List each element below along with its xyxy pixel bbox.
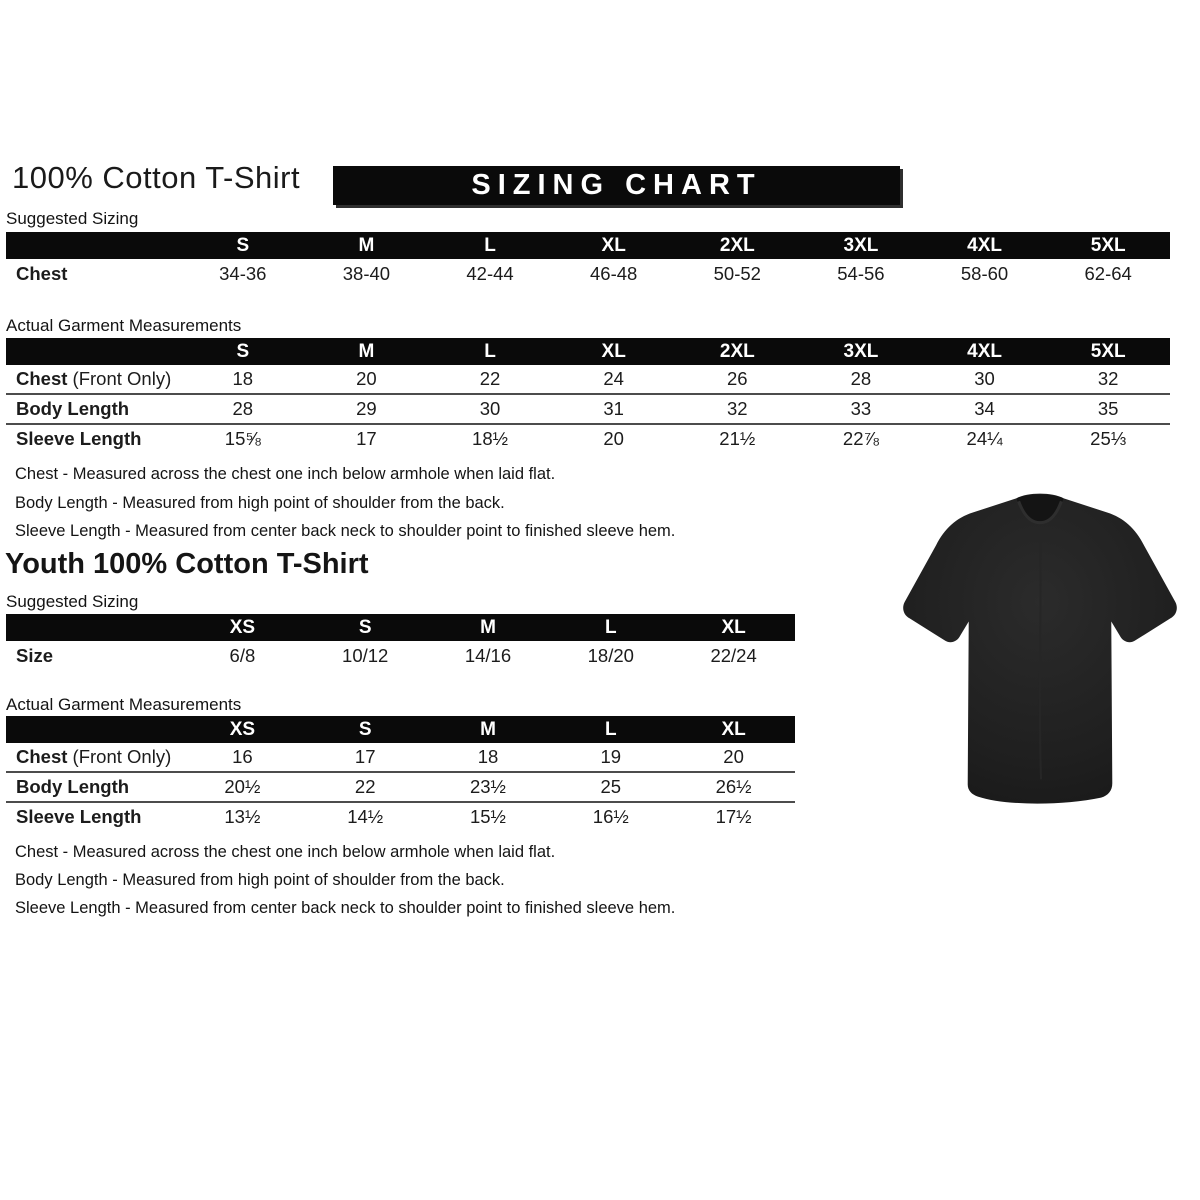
youth-actual-measurements-table: [6, 716, 795, 831]
table-row-sleeve-length: [6, 423, 1170, 453]
cell: 10/12: [342, 645, 389, 666]
sizing-chart-banner-text: SIZING CHART: [471, 169, 762, 201]
cell: 31: [603, 398, 624, 419]
cell: 20: [603, 428, 624, 449]
cell: 32: [1097, 368, 1119, 389]
cell: 16: [232, 746, 253, 767]
row-label: Chest: [16, 263, 68, 284]
adult-note-chest: Chest - Measured across the chest one inch below armhole when laid flat.: [15, 465, 556, 483]
col-header: L: [604, 719, 617, 740]
col-header: S: [236, 235, 250, 256]
cell: 35: [1097, 398, 1119, 419]
cell: 24¼: [966, 428, 1003, 449]
black-tshirt-illustration: [882, 484, 1198, 820]
cell: 17½: [715, 806, 752, 827]
col-header: 2XL: [719, 341, 755, 362]
adult-actual-header-row: [6, 338, 1170, 365]
col-header: 3XL: [843, 341, 879, 362]
cell: 15⅝: [224, 428, 261, 449]
cell: 22⅞: [842, 428, 879, 449]
cell: 34: [974, 398, 995, 419]
cell: 20½: [224, 776, 261, 797]
col-header: 5XL: [1090, 341, 1126, 362]
cell: 30: [479, 398, 501, 419]
youth-note-chest: Chest - Measured across the chest one inch below armhole when laid flat.: [15, 843, 556, 861]
col-header: M: [358, 341, 375, 362]
cell: 22: [479, 368, 501, 389]
col-header: M: [480, 617, 496, 638]
adult-suggested-sizing-table: [6, 232, 1170, 290]
header-corner-cell: [6, 232, 181, 259]
youth-actual-measurements-label: Actual Garment Measurements: [6, 695, 242, 714]
row-label: Size: [16, 645, 54, 666]
youth-suggested-sizing-label: Suggested Sizing: [6, 592, 139, 611]
table-row-body-length: [6, 771, 795, 801]
youth-suggested-header-row: [6, 614, 795, 641]
cell: 17: [354, 746, 376, 767]
cell: 29: [356, 398, 377, 419]
tshirt-photo: [882, 484, 1198, 820]
table-row: [6, 259, 1170, 290]
cell: 58-60: [960, 263, 1009, 284]
cell: 42-44: [466, 263, 514, 284]
row-label: Chest (Front Only): [16, 368, 172, 389]
header-corner-cell: [6, 716, 181, 743]
youth-section-title: Youth 100% Cotton T-Shirt: [5, 548, 369, 580]
col-header: S: [236, 341, 250, 362]
table-row-chest: [6, 743, 795, 771]
youth-note-body-length: Body Length - Measured from high point of shoulder from the back.: [15, 871, 505, 889]
sizing-chart-banner: [333, 166, 900, 205]
cell: 22: [354, 776, 376, 797]
cell: 32: [727, 398, 748, 419]
cell: 13½: [224, 806, 261, 827]
page-title: 100% Cotton T-Shirt: [12, 160, 301, 195]
youth-suggested-sizing-table: [6, 614, 795, 672]
cell: 16½: [592, 806, 629, 827]
row-label: Chest (Front Only): [16, 746, 172, 767]
row-label: Body Length: [16, 776, 130, 797]
col-header: S: [358, 719, 372, 740]
row-label: Sleeve Length: [16, 428, 142, 449]
cell: 18: [232, 368, 254, 389]
cell: 22/24: [710, 645, 757, 666]
cell: 46-48: [590, 263, 638, 284]
header-corner-cell: [6, 614, 181, 641]
cell: 25: [600, 776, 622, 797]
cell: 26: [727, 368, 748, 389]
row-label: Sleeve Length: [16, 806, 142, 827]
col-header: 4XL: [967, 235, 1002, 256]
cell: 38-40: [342, 263, 391, 284]
row-label: Body Length: [16, 398, 130, 419]
adult-suggested-sizing-label: Suggested Sizing: [6, 209, 139, 228]
table-row-chest: [6, 365, 1170, 393]
cell: 20: [723, 746, 744, 767]
cell: 26½: [715, 776, 752, 797]
cell: 62-64: [1084, 263, 1132, 284]
cell: 34-36: [219, 263, 267, 284]
col-header: 4XL: [967, 341, 1002, 362]
adult-suggested-header-row: [6, 232, 1170, 259]
cell: 14½: [347, 806, 384, 827]
youth-actual-header-row: [6, 716, 795, 743]
cell: 28: [850, 368, 872, 389]
cell: 28: [232, 398, 254, 419]
adult-note-body-length: Body Length - Measured from high point of shoulder from the back.: [15, 494, 505, 512]
cell: 15½: [469, 806, 506, 827]
col-header: XL: [601, 235, 626, 256]
col-header: 3XL: [843, 235, 879, 256]
table-row-sleeve-length: [6, 801, 795, 831]
col-header: L: [484, 235, 496, 256]
youth-note-sleeve-length: Sleeve Length - Measured from center back neck to shoulder point to finished sleeve hem.: [15, 899, 676, 917]
cell: 30: [974, 368, 995, 389]
col-header: XL: [601, 341, 626, 362]
cell: 18: [477, 746, 499, 767]
col-header: XL: [721, 719, 746, 740]
cell: 20: [356, 368, 377, 389]
table-row-size: [6, 641, 795, 672]
cell: 18½: [472, 428, 509, 449]
table-row-body-length: [6, 393, 1170, 423]
col-header: 5XL: [1090, 235, 1126, 256]
col-header: L: [484, 341, 496, 362]
col-header: S: [358, 617, 372, 638]
col-header: L: [604, 617, 617, 638]
cell: 23½: [469, 776, 506, 797]
col-header: XL: [721, 617, 746, 638]
adult-note-sleeve-length: Sleeve Length - Measured from center back neck to shoulder point to finished sleeve hem.: [15, 522, 676, 540]
adult-actual-measurements-table: [6, 338, 1170, 453]
tshirt-fold-highlight: [1040, 540, 1041, 779]
cell: 17: [356, 428, 377, 449]
cell: 6/8: [229, 645, 256, 666]
cell: 18/20: [587, 645, 634, 666]
adult-actual-measurements-label: Actual Garment Measurements: [6, 316, 242, 335]
col-header: M: [358, 235, 375, 256]
col-header: M: [480, 719, 496, 740]
col-header: XS: [229, 719, 256, 740]
cell: 33: [850, 398, 872, 419]
col-header: XS: [229, 617, 256, 638]
cell: 24: [603, 368, 624, 389]
cell: 25⅓: [1090, 428, 1127, 449]
col-header: 2XL: [719, 235, 755, 256]
cell: 14/16: [464, 645, 512, 666]
header-corner-cell: [6, 338, 181, 365]
cell: 19: [600, 746, 622, 767]
cell: 50-52: [713, 263, 761, 284]
cell: 21½: [719, 428, 756, 449]
cell: 54-56: [837, 263, 885, 284]
